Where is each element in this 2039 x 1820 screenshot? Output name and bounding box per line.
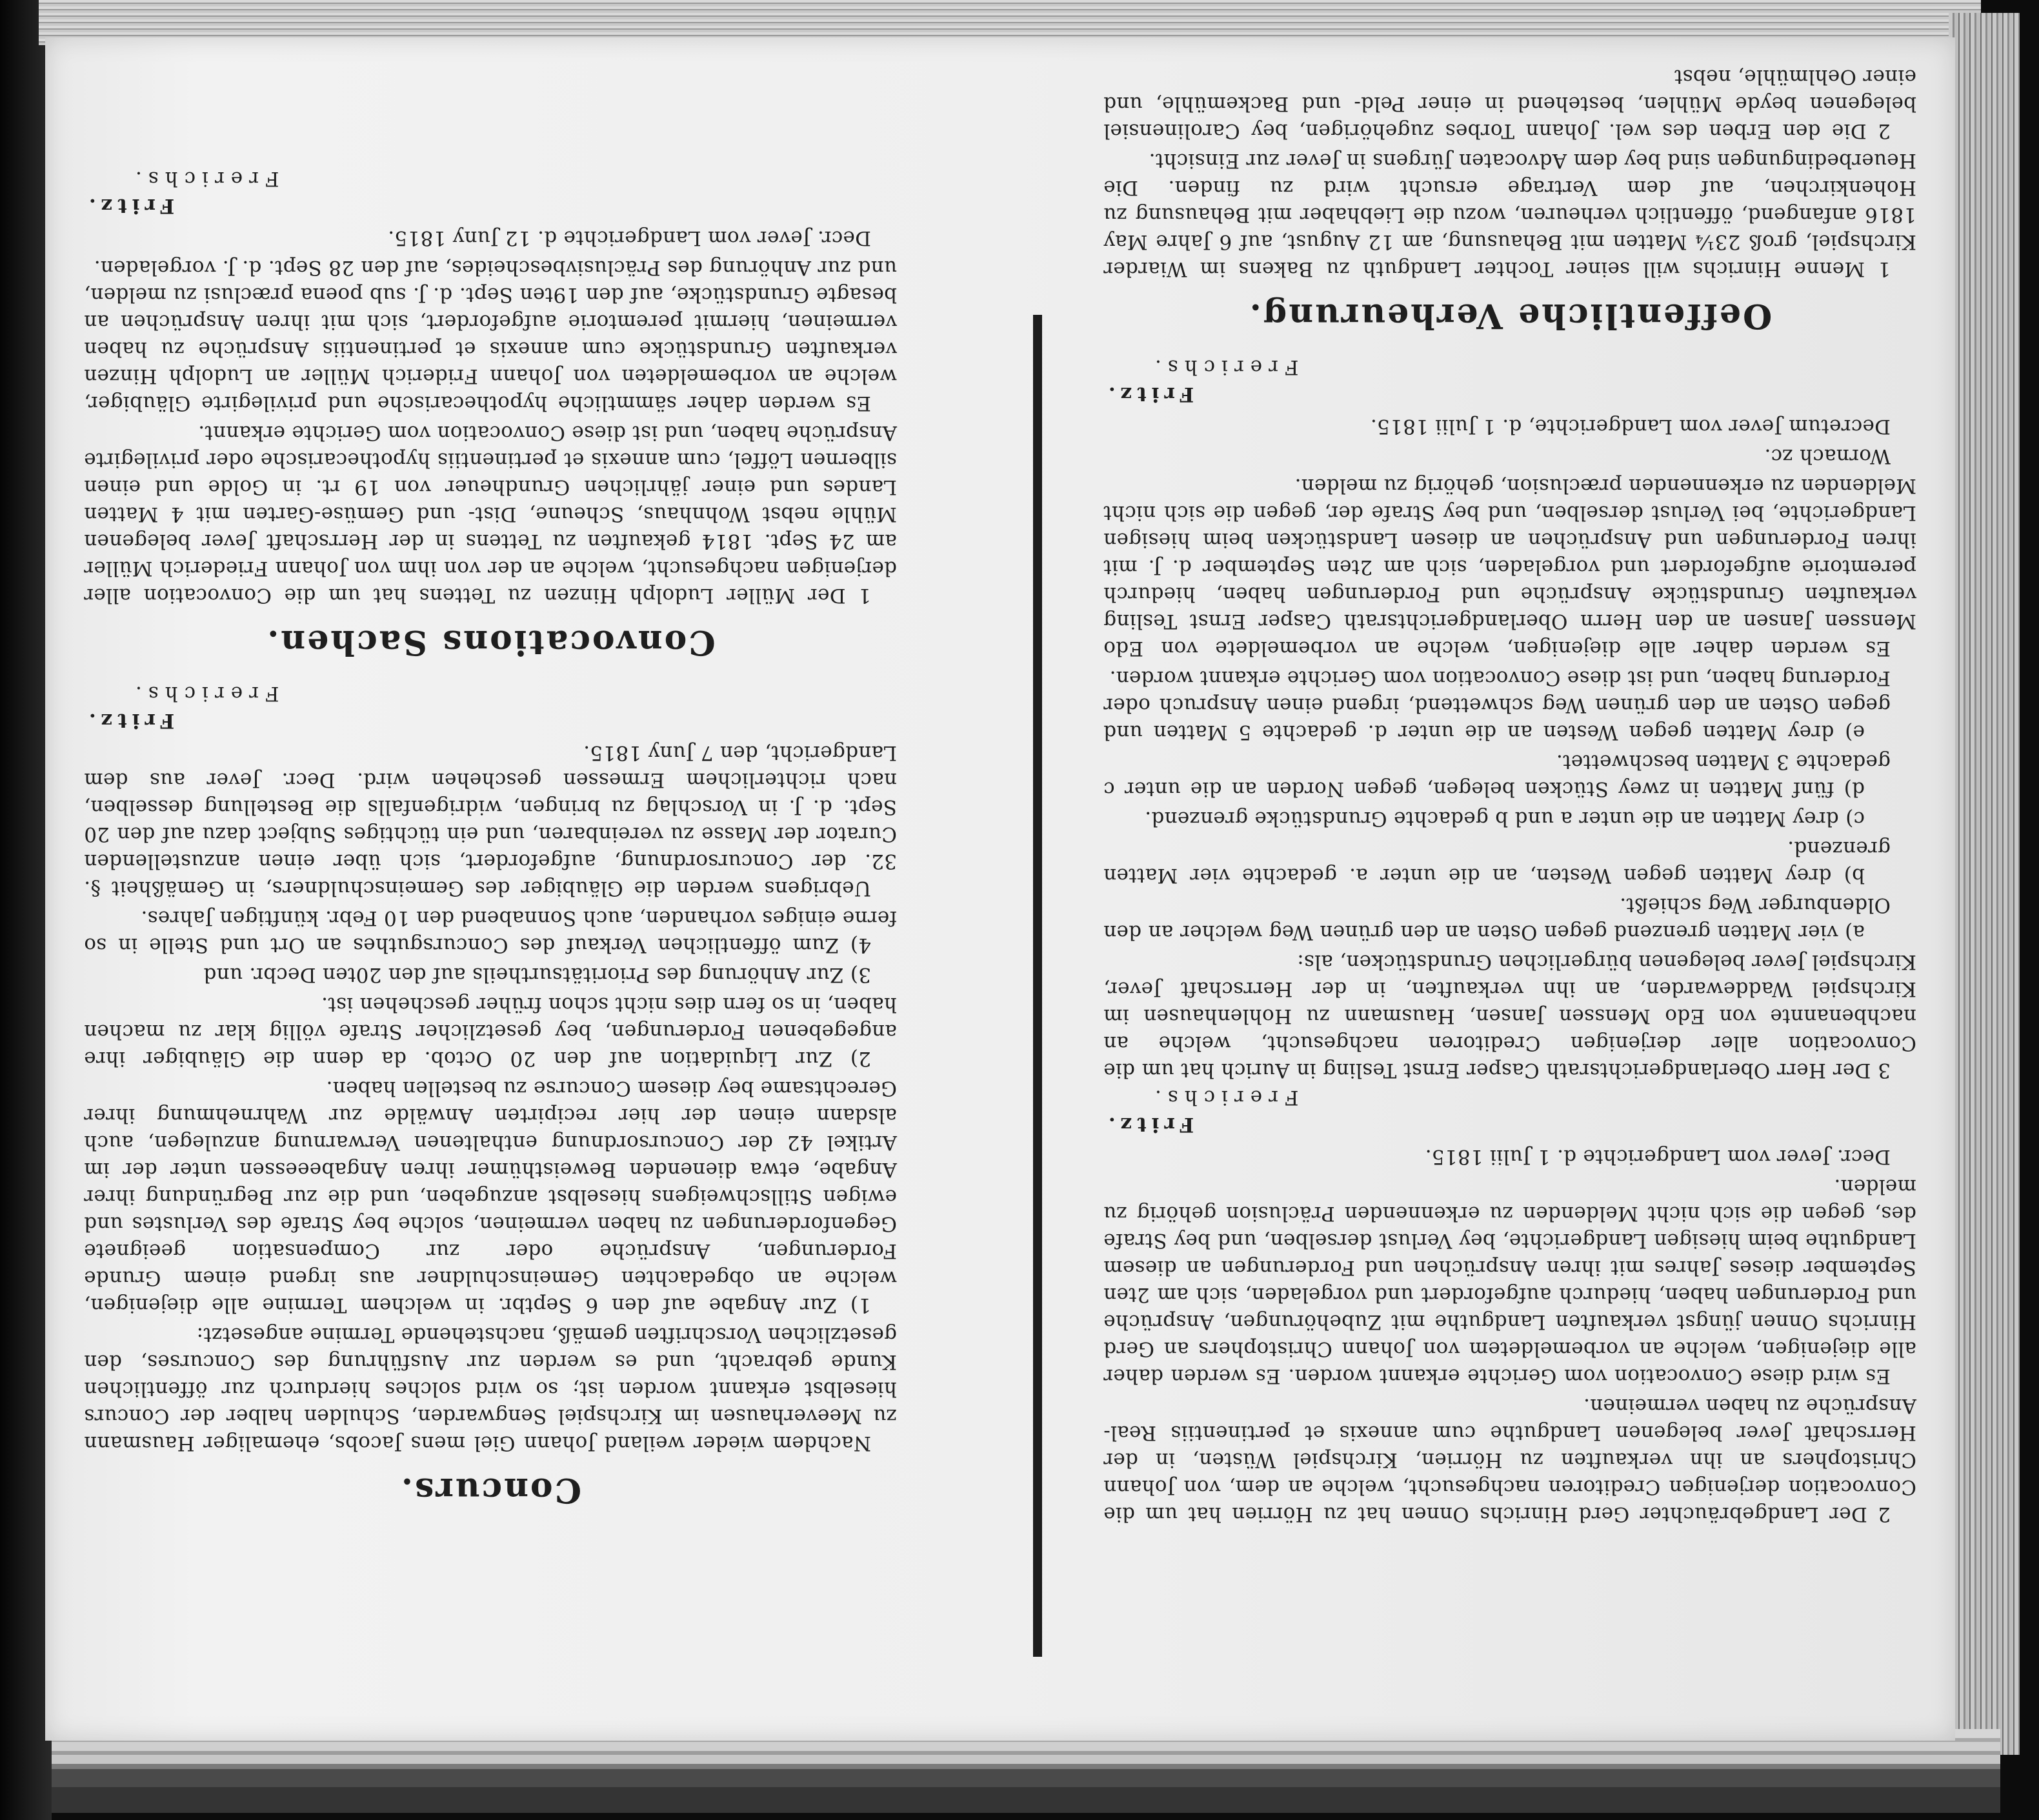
paragraph: 3) Zur Anhörung des Prioritätsurtheils auf den 20ten Decbr. und	[203, 963, 871, 986]
dateline: Decr. Jever vom Landgerichte d. 1 Julii 1815.	[1425, 1145, 1891, 1168]
paragraph: 2) Zur Liquidation auf den 20 Octob. da denn die Gläubiger ihre angegebenen Forderungen, bey gesetzlicher Strafe völlig klar zu machen haben, in so fern dies nicht schon früher geschehen ist.	[84, 993, 897, 1070]
section-title: Convocations Sachen.	[265, 623, 716, 662]
paragraph: Es wird diese Convocation vom Gerichte erkannt worden. Es werden daher alle diejenigen, welche an vorbemeldetem von Johann Christophers an Gerd Hinrichs Onnen jüngst verkauften Landguthe mit Zubehörungen, Ansprüche und Forderungen haben, hiedurch aufgefordert und vorgeladen, sich am 2ten September dieses Jahres mit ihren Ansprüchen und Forderungen an diesem Landguthe beim hiesigen Landgerichte, bey Verlust derselben, und bey Strafe des, gegen die sich nicht Meldenden zu erkennenden Präclusion gehörig zu melden.	[1103, 1175, 1916, 1388]
signature-name: Frerichs.	[1149, 355, 1299, 379]
signature-name: Frerichs.	[1149, 1086, 1299, 1109]
signature: Fritz.	[1103, 383, 1194, 406]
paragraph: 4) Zum öffentlichen Verkauf des Concursguthes an Ort und Stelle in so ferne einiges vorhanden, auch Sonnabend den 10 Febr. künftigen Jahres.	[84, 906, 897, 957]
list-item: a) vier Matten grenzend gegen Osten an den grünen Weg welcher an den Oldenburger Weg schießt.	[1103, 894, 1891, 944]
column-right	[84, 165, 897, 1528]
section-title: Oeffentliche Verheurung.	[1247, 296, 1773, 335]
paragraph: Wornach zc.	[1764, 445, 1891, 468]
dateline: Decr. Jever vom Landgerichte d. 12 Juny 1815.	[387, 226, 871, 250]
paragraph: Es werden daher alle diejenigen, welche an vorbemeldete von Edo Menssen Jansen an den Herrn Oberlandgerichtsrath Casper Ernst Tesling verkauften Grundstücke Ansprüche und Forderungen haben, hiedurch peremtorie aufgefordert und vorgeladen, sich am 2ten September d. J. mit ihren Forderungen und Ansprüchen an diesen Landstücken beim hiesigen Landgerichte, bei Verlust derselben, und bey Strafe der, gegen die sich nicht Meldenden zu erkennenden præclusion, gehörig zu melden.	[1103, 474, 1916, 660]
paragraph: Nachdem wieder weiland Johann Giel mens Jacobs, ehemaliger Hausmann zu Meeverhausen im Kirchspiel Sengwarden, Schulden halber der Concurs hieselbst erkannt worden ist; so wird solches hierdurch zur öffentlichen Kunde gebracht, und es werden zur Ausführung des Concurses, den gesetzlichen Vorschriften gemäß, nachstehende Termine angesetzt:	[84, 1323, 897, 1455]
book-binding	[0, 0, 52, 1820]
page-edges-right	[1949, 13, 2020, 1755]
paragraph: 2 Die den Erben des wel. Johann Torbes zugehörigen, bey Carolinensiel belegenen beyde Mühlen, bestehend in einer Peld- und Backemühle, und einer Oehlmühle, nebst	[1103, 65, 1916, 143]
column-left	[1103, 63, 1916, 1528]
list-item: e) drey Matten gegen Westen an die unter d. gedachte 5 Matten und gegen Osten an den grünen Weg schwettend, irgend einen Anspruch oder Forderung haben, und ist diese Convocation vom Gerichte erkannt worden.	[1103, 666, 1891, 744]
list-item: c) drey Matten an die unter a und b gedachte Grundstücke grenzend.	[1145, 807, 1865, 830]
page-edges-bottom	[52, 1729, 2000, 1813]
paragraph: 3 Der Herr Oberlandgerichtsrath Casper Ernst Tesling in Aurich hat um die Convocation aller derjenigen Creditoren nachgesucht, welche an nachbenannte von Edo Menssen Jansen, Hausmann zu Hohlenhausen im Kirchspiel Waddewarden, an ihn verkauften, in der Herrschaft Jever, Kirchspiel Jever belegenen bürgerlichen Grundstücken, als:	[1103, 950, 1916, 1082]
column-divider-rule	[1033, 315, 1042, 1657]
dateline: Decretum Jever vom Landgerichte, d. 1 Julii 1815.	[1370, 415, 1891, 438]
list-item: d) fünf Matten in zwey Stücken belegen, gegen Norden an die unter c gedachte 3 Matten beschwettet.	[1103, 750, 1891, 801]
signature-name: Frerichs.	[129, 682, 279, 705]
paragraph: 1 Der Müller Ludolph Hinzen zu Tettens hat um die Convocation aller derjenigen nachgesucht, welche an der von ihm von Johann Friederich Müller am 24 Sept. 1814 gekauften zu Tettens in der Herrschaft Jever belegenen Mühle nebst Wohnhaus, Scheune, Dist- und Gemüse-Garten mit 4 Matten Landes und einer jährlichen Grundheuer von 19 rt. in Golde und einen silbernen Löffel, cum annexis et pertinentiis hypothecarische oder privilegirte Ansprüche haben, und ist diese Convocation vom Gerichte erkannt.	[84, 421, 897, 607]
paragraph: 1) Zur Angabe auf den 6 Septbr. in welchem Termine alle diejenigen, welche an obgedachten Gemeinschuldner aus irgend einem Grunde Forderungen, Ansprüche oder zur Compensation geeignete Gegenforderungen zu haben vermeinen, solche bey Strafe des Verlustes und ewigen Stillschweigens hieselbst anzugeben, und die zur Begründung ihrer Angabe, etwa dienenden Beweisthümer ihren Angabeeessen unter der im Artikel 42 der Concursordnung enthaltenen Verwarnung anzulegen, auch alsdann einen der hier recipirten Anwälde zur Wahrnehmung ihrer Gerechtsame bey diesem Concurse zu bestellen haben.	[84, 1077, 897, 1317]
page-text-rotated	[45, 37, 1955, 1741]
signature-name: Frerichs.	[129, 167, 279, 190]
paragraph: Uebrigens werden die Gläubiger des Gemeinschuldners, in Gemäßheit §. 32. der Concursordnung, aufgefordert, sich über einen anzustellenden Curator der Masse zu vereinbaren, und ein tüchtiges Subject dazu auf den 20 Sept. d. J. in Vorschlag zu bringen, widrigenfalls die Bestellung desselben, nach richterlichem Ermessen geschehen wird. Decr. Jever aus dem Landgericht, den 7 Juny 1815.	[84, 741, 897, 900]
signature: Fritz.	[84, 194, 175, 217]
signature: Fritz.	[1103, 1113, 1194, 1136]
paragraph: 2 Der Landgebräuchter Gerd Hinrichs Onnen hat zu Hörrien hat um die Convocation derjenigen Creditoren nachgesucht, welche an dem, von Johann Christophers an ihn verkauften zu Hörrien, Kirchspiel Wüsten, in der Herrschaft Jever belegenen Landguthe cum annexis et pertinentiis Real-Ansprüche zu haben vermeinen.	[1103, 1394, 1916, 1526]
signature: Fritz.	[84, 709, 175, 732]
list-item: b) drey Matten gegen Westen, an die unter a. gedachte vier Matten grenzend.	[1103, 837, 1891, 887]
paragraph: 1 Menne Hinrichs will seiner Tochter Landguth zu Bakens im Wiarder Kirchspiel, groß 23¼ Matten mit Behausung, am 12 August, auf 6 Jahre May 1816 anfangend, öffentlich verheuren, wozu die Liebhaber mit Behausung zu Hohenkirchen, auf dem Vertrage ersucht wird zu finden. Die Heuerbedingungen sind bey dem Advocaten Jürgens in Jever zur Einsicht.	[1103, 149, 1916, 281]
paragraph: Es werden daher sämmtliche hypothecarische und privilegirte Gläubiger, welche an vorbemeldeten von Johann Friderich Müller an Ludolph Hinzen verkauften Grundstücke cum annexis et pertinentiis Ansprüche zu haben vermeinen, hiermit peremtorie aufgefordert, sich mit ihren Ansprüchen an besagte Grundstücke, auf den 19ten Sept. d. J. sub poena præclusi zu melden, und zur Anhörung des Präclusivbescheides, auf den 28 Sept. d. J. vorgeladen.	[84, 256, 897, 415]
section-title: Concurs.	[399, 1470, 582, 1510]
